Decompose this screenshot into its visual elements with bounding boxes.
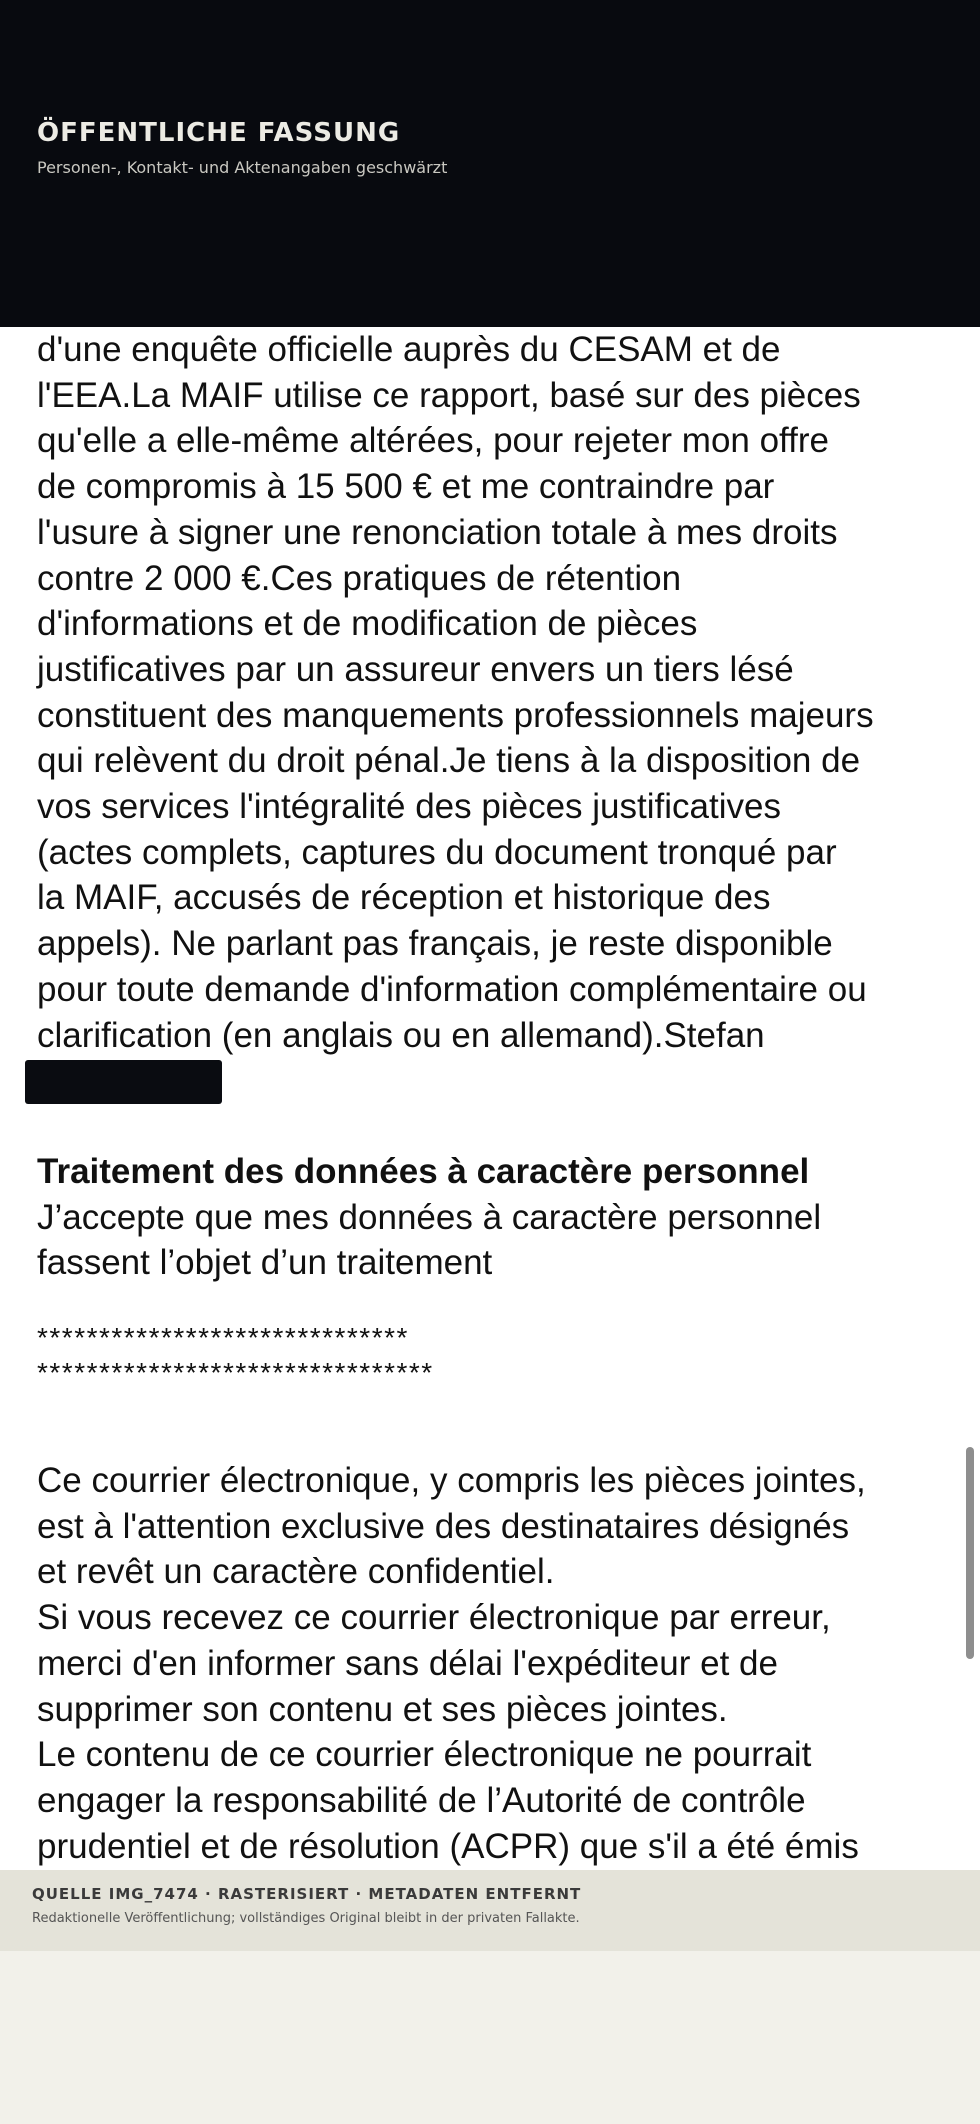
text-line: Le contenu de ce courrier électronique ne pourrait [37,1735,812,1775]
text-line: supprimer son contenu et ses pièces jointes. [37,1689,728,1729]
text-line: et revêt un caractère confidentiel. [37,1552,555,1592]
text-line: pour toute demande d'information complémentaire ou [37,969,867,1009]
text-line: l'usure à signer une renonciation totale à mes droits [37,512,838,552]
banner-subtitle: Personen-, Kontakt- und Aktenangaben geschwärzt [37,158,448,177]
text-line: contre 2 000 €.Ces pratiques de rétention [37,558,682,598]
text-line: Si vous recevez ce courrier électronique par erreur, [37,1598,831,1638]
main-paragraph [37,327,957,1058]
footer-note: Redaktionelle Veröffentlichung; vollständiges Original bleibt in der privaten Fallakte. [32,1911,580,1926]
text-line: Ce courrier électronique, y compris les pièces jointes, [37,1461,866,1500]
redaction-banner [0,0,980,327]
banner-title: ÖFFENTLICHE FASSUNG [37,118,401,148]
footer-title: QUELLE IMG_7474 · RASTERISIERT · METADATEN ENTFERNT [32,1885,582,1903]
text-line: appels). Ne parlant pas français, je reste disponible [37,924,833,964]
text-line: clarification (en anglais ou en allemand).Stefan [37,1015,765,1055]
disclaimer-paragraph [37,1458,957,1869]
asterisk-separator: ******************************** [37,1357,434,1388]
text-line: qui relèvent du droit pénal.Je tiens à la disposition de [37,741,861,781]
text-line: d'une enquête officielle auprès du CESAM et de [37,330,781,369]
text-line: qu'elle a elle-même altérées, pour rejeter mon offre [37,421,829,461]
text-line: vos services l'intégralité des pièces justificatives [37,787,781,827]
text-line: J’accepte que mes données à caractère personnel [37,1197,822,1237]
text-line: merci d'en informer sans délai l'expéditeur et de [37,1643,778,1683]
text-line: d'informations et de modification de pièces [37,604,698,644]
text-line: constituent des manquements professionnels majeurs [37,695,874,735]
consent-heading: Traitement des données à caractère personnel [37,1152,810,1191]
vertical-scrollbar[interactable] [966,1447,974,1659]
text-line: fassent l’objet d’un traitement [37,1243,493,1283]
consent-section [37,1149,957,1286]
text-line: prudentiel et de résolution (ACPR) que s'il a été émis [37,1826,859,1866]
text-line: de compromis à 15 500 € et me contraindre par [37,467,775,507]
email-body [0,327,980,1870]
text-line: est à l'attention exclusive des destinataires désignés [37,1506,850,1546]
asterisk-separator: ****************************** [37,1322,409,1353]
text-line: (actes complets, captures du document tronqué par [37,832,837,872]
text-line: justificatives par un assureur envers un tiers lésé [37,649,794,689]
text-line: l'EEA.La MAIF utilise ce rapport, basé sur des pièces [37,375,861,415]
text-line: la MAIF, accusés de réception et historique des [37,878,771,918]
text-line: engager la responsabilité de l’Autorité de contrôle [37,1780,806,1820]
redaction-bar [25,1060,222,1104]
